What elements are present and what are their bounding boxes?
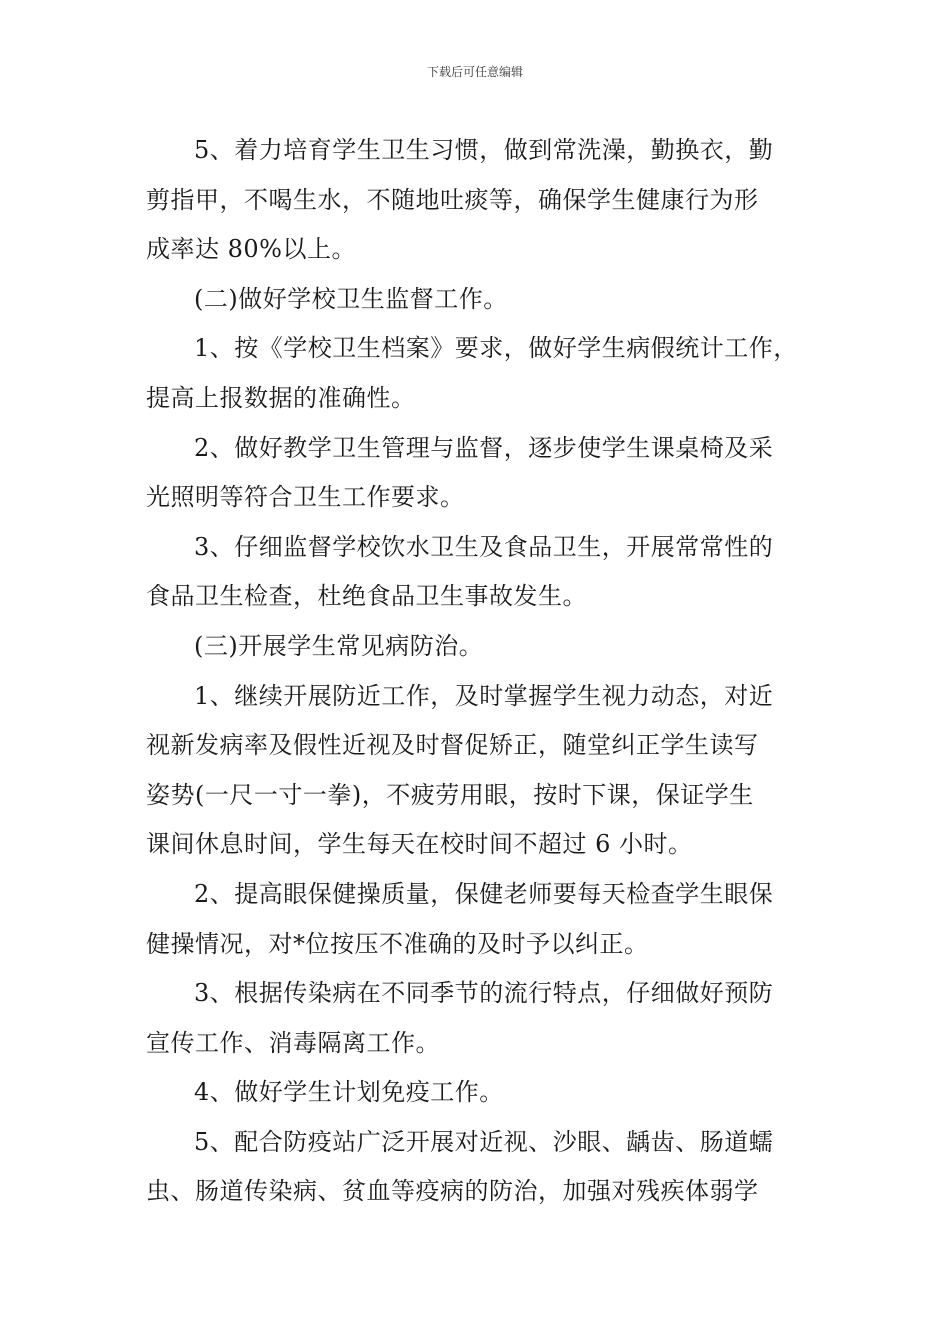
text-line: 视新发病率及假性近视及时督促矫正，随堂纠正学生读写	[146, 731, 759, 760]
text-line: 2、做好教学卫生管理与监督，逐步使学生课桌椅及采	[194, 433, 774, 462]
text-line: 5、配合防疫站广泛开展对近视、沙眼、龋齿、肠道蠕	[194, 1127, 774, 1156]
paragraph-myopia-prevention	[146, 672, 810, 870]
paragraph-food-hygiene	[146, 523, 810, 622]
paragraph-hygiene-habits	[146, 126, 810, 275]
section-heading-disease-prevention	[146, 622, 810, 672]
text-line: 成率达 80%以上。	[146, 235, 356, 264]
text-line: 3、仔细监督学校饮水卫生及食品卫生，开展常常性的	[194, 532, 774, 561]
text-line: 1、继续开展防近工作，及时掌握学生视力动态，对近	[194, 681, 774, 710]
paragraph-teaching-hygiene	[146, 424, 810, 523]
text-line: 2、提高眼保健操质量，保健老师要每天检查学生眼保	[194, 879, 774, 908]
page-header: 下载后可任意编辑	[426, 65, 523, 79]
paragraph-health-records	[146, 324, 810, 423]
paragraph-epidemic-station	[146, 1118, 810, 1217]
text-line: 虫、肠道传染病、贫血等疫病的防治，加强对残疾体弱学	[146, 1177, 759, 1206]
document-body	[146, 126, 810, 1217]
text-line: 提高上报数据的准确性。	[146, 383, 416, 412]
text-line: 宣传工作、消毒隔离工作。	[146, 1028, 440, 1057]
text-line: 课间休息时间，学生每天在校时间不超过 6 小时。	[146, 830, 693, 859]
paragraph-infectious-disease	[146, 969, 810, 1068]
text-line: 4、做好学生计划免疫工作。	[194, 1078, 504, 1107]
text-line: 3、根据传染病在不同季节的流行特点，仔细做好预防	[194, 979, 774, 1008]
text-line: 5、着力培育学生卫生习惯，做到常洗澡，勤换衣，勤	[194, 136, 774, 164]
text-line: 光照明等符合卫生工作要求。	[146, 483, 465, 512]
text-line: 姿势(一尺一寸一拳)，不疲劳用眼，按时下课，保证学生	[146, 780, 754, 809]
text-line: 剪指甲，不喝生水，不随地吐痰等，确保学生健康行为形	[146, 185, 759, 214]
text-line: 健操情况，对*位按压不准确的及时予以纠正。	[146, 929, 649, 958]
paragraph-eye-exercises	[146, 870, 810, 969]
text-line: (二)做好学校卫生监督工作。	[194, 284, 508, 313]
text-line: 食品卫生检查，杜绝食品卫生事故发生。	[146, 582, 587, 611]
text-line: 1、按《学校卫生档案》要求，做好学生病假统计工作，	[194, 334, 798, 363]
section-heading-supervision	[146, 275, 810, 325]
text-line: (三)开展学生常见病防治。	[194, 631, 484, 660]
paragraph-immunization	[146, 1068, 810, 1118]
